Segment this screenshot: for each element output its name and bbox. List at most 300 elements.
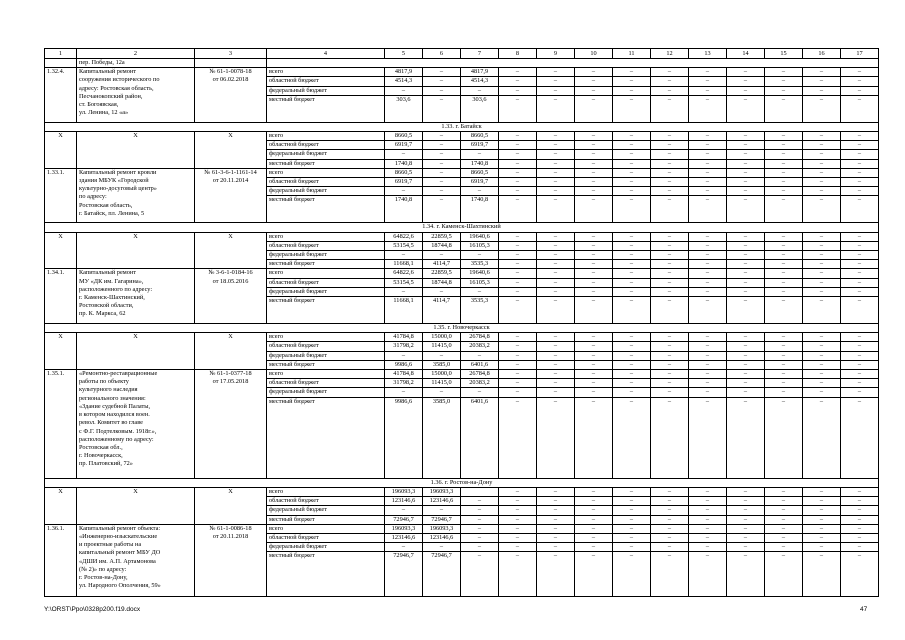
dash-cell: – bbox=[841, 487, 879, 496]
dash-cell: – bbox=[689, 77, 727, 86]
amount-cell: 3585,0 bbox=[423, 360, 461, 369]
dash-cell: – bbox=[765, 388, 803, 397]
amount-cell: 31798,2 bbox=[385, 342, 423, 351]
dash-cell: – bbox=[803, 150, 841, 159]
amount-cell: 15000,0 bbox=[423, 333, 461, 342]
dash-cell: – bbox=[499, 388, 537, 397]
dash-cell: – bbox=[537, 260, 575, 269]
amount-cell: – bbox=[423, 141, 461, 150]
amount-cell: – bbox=[423, 187, 461, 196]
dash-cell: – bbox=[765, 397, 803, 478]
dash-cell: – bbox=[803, 251, 841, 260]
dash-cell: – bbox=[689, 141, 727, 150]
dash-cell: – bbox=[803, 533, 841, 542]
amount-cell: 18744,8 bbox=[423, 278, 461, 287]
dash-cell: – bbox=[651, 232, 689, 241]
header-cell: 10 bbox=[575, 49, 613, 59]
dash-cell: – bbox=[651, 351, 689, 360]
amount-cell: – bbox=[385, 388, 423, 397]
dash-cell: – bbox=[765, 260, 803, 269]
dash-cell: – bbox=[727, 260, 765, 269]
dash-cell: – bbox=[537, 388, 575, 397]
dash-cell: – bbox=[841, 360, 879, 369]
header-cell: 5 bbox=[385, 49, 423, 59]
dash-cell: – bbox=[803, 370, 841, 379]
amount-cell: 4817,9 bbox=[461, 68, 499, 77]
dash-cell: – bbox=[765, 196, 803, 223]
dash-cell: – bbox=[727, 370, 765, 379]
dash-cell: – bbox=[575, 278, 613, 287]
amount-cell: 3585,0 bbox=[423, 397, 461, 478]
dash-cell: – bbox=[689, 168, 727, 177]
dash-cell: – bbox=[841, 533, 879, 542]
funding-source-label: областной бюджет bbox=[267, 77, 385, 86]
dash-cell: – bbox=[499, 269, 537, 278]
dash-cell: – bbox=[841, 287, 879, 296]
row-name-cell: Х bbox=[77, 487, 195, 524]
dash-cell: – bbox=[537, 159, 575, 168]
empty-cell bbox=[267, 59, 879, 68]
amount-cell: – bbox=[385, 251, 423, 260]
amount-cell: – bbox=[461, 497, 499, 506]
dash-cell: – bbox=[841, 95, 879, 122]
dash-cell: – bbox=[803, 360, 841, 369]
funding-source-label: местный бюджет bbox=[267, 515, 385, 524]
dash-cell: – bbox=[537, 506, 575, 515]
header-cell: 17 bbox=[841, 49, 879, 59]
dash-cell: – bbox=[803, 86, 841, 95]
dash-cell: – bbox=[651, 68, 689, 77]
dash-cell: – bbox=[765, 543, 803, 552]
row-id-cell: 1.36.1. bbox=[45, 524, 77, 597]
dash-cell: – bbox=[651, 178, 689, 187]
row-id-cell: Х bbox=[45, 487, 77, 524]
amount-cell: 123146,6 bbox=[385, 533, 423, 542]
section-title-row bbox=[45, 324, 879, 333]
amount-cell: 3535,3 bbox=[461, 260, 499, 269]
dash-cell: – bbox=[575, 168, 613, 177]
amount-cell: 1740,8 bbox=[461, 196, 499, 223]
dash-cell: – bbox=[613, 132, 651, 141]
dash-cell: – bbox=[841, 342, 879, 351]
row-id-cell: 1.32.4. bbox=[45, 68, 77, 123]
amount-cell: – bbox=[423, 68, 461, 77]
dash-cell: – bbox=[613, 297, 651, 324]
dash-cell: – bbox=[613, 552, 651, 597]
dash-cell: – bbox=[499, 487, 537, 496]
dash-cell: – bbox=[575, 552, 613, 597]
row-id-cell: 1.34.1. bbox=[45, 269, 77, 324]
amount-cell: 64822,6 bbox=[385, 232, 423, 241]
dash-cell: – bbox=[575, 388, 613, 397]
dash-cell: – bbox=[537, 86, 575, 95]
amount-cell: 8660,5 bbox=[385, 132, 423, 141]
funding-source-label: местный бюджет bbox=[267, 552, 385, 597]
row-id-cell bbox=[45, 59, 77, 68]
row-doc-cell: Х bbox=[195, 333, 267, 370]
dash-cell: – bbox=[613, 524, 651, 533]
dash-cell: – bbox=[803, 487, 841, 496]
dash-cell: – bbox=[841, 187, 879, 196]
dash-cell: – bbox=[575, 68, 613, 77]
dash-cell: – bbox=[651, 524, 689, 533]
dash-cell: – bbox=[765, 360, 803, 369]
dash-cell: – bbox=[575, 196, 613, 223]
amount-cell: 4114,7 bbox=[423, 297, 461, 324]
dash-cell: – bbox=[841, 379, 879, 388]
dash-cell: – bbox=[537, 178, 575, 187]
dash-cell: – bbox=[765, 178, 803, 187]
dash-cell: – bbox=[537, 351, 575, 360]
amount-cell: 303,6 bbox=[385, 95, 423, 122]
budget-table-sheet bbox=[44, 48, 866, 597]
amount-cell: – bbox=[423, 159, 461, 168]
dash-cell: – bbox=[651, 370, 689, 379]
funding-source-label: местный бюджет bbox=[267, 397, 385, 478]
amount-cell: 6919,7 bbox=[461, 141, 499, 150]
dash-cell: – bbox=[537, 379, 575, 388]
dash-cell: – bbox=[651, 77, 689, 86]
amount-cell: 6401,6 bbox=[461, 360, 499, 369]
funding-source-label: всего bbox=[267, 487, 385, 496]
dash-cell: – bbox=[537, 241, 575, 250]
row-name-cell: пер. Победы, 12а bbox=[77, 59, 195, 68]
funding-source-label: местный бюджет bbox=[267, 360, 385, 369]
row-doc-cell bbox=[195, 59, 267, 68]
dash-cell: – bbox=[613, 360, 651, 369]
amount-cell: 1740,8 bbox=[385, 159, 423, 168]
dash-cell: – bbox=[537, 168, 575, 177]
amount-cell: – bbox=[423, 251, 461, 260]
dash-cell: – bbox=[803, 260, 841, 269]
amount-cell: 15000,0 bbox=[423, 370, 461, 379]
dash-cell: – bbox=[499, 95, 537, 122]
dash-cell: – bbox=[537, 150, 575, 159]
dash-cell: – bbox=[613, 196, 651, 223]
dash-cell: – bbox=[765, 241, 803, 250]
amount-cell: – bbox=[423, 196, 461, 223]
dash-cell: – bbox=[499, 241, 537, 250]
dash-cell: – bbox=[537, 95, 575, 122]
dash-cell: – bbox=[689, 68, 727, 77]
funding-source-label: федеральный бюджет bbox=[267, 388, 385, 397]
dash-cell: – bbox=[537, 515, 575, 524]
dash-cell: – bbox=[499, 397, 537, 478]
row-name-cell: «Ремонтно-реставрационные работы по объекту культурного наследия регионального значения: «Здание судебной Палаты, в котором находился воен. револ. Комитет во главе с Ф.Г. Подтелковым. 1918г.», расположенному по адресу: Ростовская обл., г. Новочеркасск, пр. Платовский, 72» bbox=[77, 370, 195, 479]
dash-cell: – bbox=[727, 77, 765, 86]
dash-cell: – bbox=[651, 196, 689, 223]
dash-cell: – bbox=[727, 342, 765, 351]
funding-source-label: всего bbox=[267, 524, 385, 533]
amount-cell: – bbox=[385, 506, 423, 515]
dash-cell: – bbox=[613, 241, 651, 250]
funding-source-label: федеральный бюджет bbox=[267, 351, 385, 360]
dash-cell: – bbox=[537, 497, 575, 506]
amount-cell: 16105,3 bbox=[461, 278, 499, 287]
dash-cell: – bbox=[841, 232, 879, 241]
amount-cell: – bbox=[423, 132, 461, 141]
dash-cell: – bbox=[499, 77, 537, 86]
header-cell: 12 bbox=[651, 49, 689, 59]
dash-cell: – bbox=[727, 543, 765, 552]
amount-cell: 6919,7 bbox=[385, 178, 423, 187]
dash-cell: – bbox=[727, 552, 765, 597]
dash-cell: – bbox=[765, 232, 803, 241]
dash-cell: – bbox=[727, 515, 765, 524]
amount-cell: 123146,6 bbox=[423, 497, 461, 506]
dash-cell: – bbox=[727, 351, 765, 360]
dash-cell: – bbox=[499, 278, 537, 287]
header-cell: 1 bbox=[45, 49, 77, 59]
dash-cell: – bbox=[841, 524, 879, 533]
dash-cell: – bbox=[613, 506, 651, 515]
dash-cell: – bbox=[499, 168, 537, 177]
funding-source-label: федеральный бюджет bbox=[267, 187, 385, 196]
dash-cell: – bbox=[537, 360, 575, 369]
table-row bbox=[45, 370, 879, 379]
section-title: 1.34. г. Каменск-Шахтинский bbox=[45, 223, 879, 232]
dash-cell: – bbox=[499, 351, 537, 360]
row-doc-cell: № 61-1-0086-18 от 20.11.2018 bbox=[195, 524, 267, 597]
dash-cell: – bbox=[689, 278, 727, 287]
row-name-cell: Х bbox=[77, 132, 195, 169]
dash-cell: – bbox=[841, 178, 879, 187]
dash-cell: – bbox=[651, 506, 689, 515]
amount-cell: – bbox=[385, 351, 423, 360]
dash-cell: – bbox=[727, 297, 765, 324]
dash-cell: – bbox=[841, 77, 879, 86]
dash-cell: – bbox=[651, 379, 689, 388]
dash-cell: – bbox=[765, 95, 803, 122]
amount-cell: – bbox=[385, 287, 423, 296]
table-row bbox=[45, 524, 879, 533]
dash-cell: – bbox=[841, 196, 879, 223]
funding-source-label: областной бюджет bbox=[267, 533, 385, 542]
dash-cell: – bbox=[727, 241, 765, 250]
dash-cell: – bbox=[765, 524, 803, 533]
dash-cell: – bbox=[727, 86, 765, 95]
dash-cell: – bbox=[727, 178, 765, 187]
dash-cell: – bbox=[841, 506, 879, 515]
dash-cell: – bbox=[689, 524, 727, 533]
dash-cell: – bbox=[841, 543, 879, 552]
amount-cell: – bbox=[423, 351, 461, 360]
footer-page-number: 47 bbox=[860, 606, 868, 613]
funding-source-label: всего bbox=[267, 333, 385, 342]
dash-cell: – bbox=[537, 342, 575, 351]
dash-cell: – bbox=[765, 351, 803, 360]
amount-cell: – bbox=[423, 178, 461, 187]
dash-cell: – bbox=[689, 533, 727, 542]
dash-cell: – bbox=[613, 187, 651, 196]
dash-cell: – bbox=[613, 497, 651, 506]
row-name-cell: Капитальный ремонт МУ «ДК им. Гагарина», расположенного по адресу: г. Каменск-Шахтинский, Ростовской области, пр. К. Маркса, 62 bbox=[77, 269, 195, 324]
dash-cell: – bbox=[727, 168, 765, 177]
dash-cell: – bbox=[765, 159, 803, 168]
dash-cell: – bbox=[613, 178, 651, 187]
amount-cell: 196093,3 bbox=[423, 487, 461, 496]
dash-cell: – bbox=[689, 397, 727, 478]
dash-cell: – bbox=[689, 232, 727, 241]
dash-cell: – bbox=[803, 506, 841, 515]
dash-cell: – bbox=[613, 168, 651, 177]
dash-cell: – bbox=[537, 196, 575, 223]
funding-source-label: областной бюджет bbox=[267, 497, 385, 506]
row-id-cell: 1.35.1. bbox=[45, 370, 77, 479]
dash-cell: – bbox=[765, 497, 803, 506]
funding-source-label: областной бюджет bbox=[267, 141, 385, 150]
dash-cell: – bbox=[575, 159, 613, 168]
dash-cell: – bbox=[841, 132, 879, 141]
dash-cell: – bbox=[537, 232, 575, 241]
dash-cell: – bbox=[499, 524, 537, 533]
dash-cell: – bbox=[499, 178, 537, 187]
table-row bbox=[45, 232, 879, 241]
dash-cell: – bbox=[689, 487, 727, 496]
row-doc-cell: Х bbox=[195, 232, 267, 269]
dash-cell: – bbox=[575, 342, 613, 351]
amount-cell: 18744,8 bbox=[423, 241, 461, 250]
amount-cell: – bbox=[423, 287, 461, 296]
dash-cell: – bbox=[765, 287, 803, 296]
amount-cell: – bbox=[423, 168, 461, 177]
dash-cell: – bbox=[651, 86, 689, 95]
dash-cell: – bbox=[537, 397, 575, 478]
amount-cell: 196093,3 bbox=[385, 524, 423, 533]
dash-cell: – bbox=[689, 552, 727, 597]
dash-cell: – bbox=[841, 68, 879, 77]
funding-source-label: всего bbox=[267, 370, 385, 379]
dash-cell: – bbox=[841, 497, 879, 506]
amount-cell: 41784,8 bbox=[385, 370, 423, 379]
dash-cell: – bbox=[651, 168, 689, 177]
row-id-cell: Х bbox=[45, 232, 77, 269]
header-cell: 3 bbox=[195, 49, 267, 59]
dash-cell: – bbox=[499, 287, 537, 296]
dash-cell: – bbox=[537, 287, 575, 296]
dash-cell: – bbox=[575, 297, 613, 324]
dash-cell: – bbox=[613, 95, 651, 122]
dash-cell: – bbox=[537, 278, 575, 287]
dash-cell: – bbox=[803, 497, 841, 506]
dash-cell: – bbox=[651, 95, 689, 122]
dash-cell: – bbox=[765, 379, 803, 388]
dash-cell: – bbox=[575, 506, 613, 515]
row-doc-cell: № 61-1-0078-18 от 06.02.2018 bbox=[195, 68, 267, 123]
dash-cell: – bbox=[613, 397, 651, 478]
dash-cell: – bbox=[765, 141, 803, 150]
dash-cell: – bbox=[575, 524, 613, 533]
dash-cell: – bbox=[651, 397, 689, 478]
dash-cell: – bbox=[765, 506, 803, 515]
section-title: 1.33. г. Батайск bbox=[45, 122, 879, 131]
amount-cell: 72946,7 bbox=[423, 552, 461, 597]
dash-cell: – bbox=[803, 333, 841, 342]
row-doc-cell: № 61-3-6-1-1161-14 от 20.11.2014 bbox=[195, 168, 267, 223]
dash-cell: – bbox=[841, 351, 879, 360]
amount-cell: – bbox=[461, 515, 499, 524]
dash-cell: – bbox=[841, 397, 879, 478]
row-id-cell: 1.33.1. bbox=[45, 168, 77, 223]
amount-cell: 41784,8 bbox=[385, 333, 423, 342]
dash-cell: – bbox=[575, 351, 613, 360]
funding-source-label: федеральный бюджет bbox=[267, 287, 385, 296]
dash-cell: – bbox=[803, 287, 841, 296]
dash-cell: – bbox=[765, 187, 803, 196]
funding-source-label: местный бюджет bbox=[267, 95, 385, 122]
funding-source-label: федеральный бюджет bbox=[267, 543, 385, 552]
dash-cell: – bbox=[575, 187, 613, 196]
amount-cell: 6401,6 bbox=[461, 397, 499, 478]
row-doc-cell: № 3-6-1-0184-16 от 18.05.2016 bbox=[195, 269, 267, 324]
dash-cell: – bbox=[499, 132, 537, 141]
dash-cell: – bbox=[689, 379, 727, 388]
amount-cell: 4514,3 bbox=[461, 77, 499, 86]
dash-cell: – bbox=[613, 159, 651, 168]
dash-cell: – bbox=[575, 497, 613, 506]
dash-cell: – bbox=[537, 132, 575, 141]
amount-cell: 26784,8 bbox=[461, 370, 499, 379]
dash-cell: – bbox=[841, 260, 879, 269]
dash-cell: – bbox=[613, 278, 651, 287]
dash-cell: – bbox=[613, 351, 651, 360]
dash-cell: – bbox=[727, 333, 765, 342]
dash-cell: – bbox=[803, 397, 841, 478]
dash-cell: – bbox=[727, 379, 765, 388]
dash-cell: – bbox=[803, 543, 841, 552]
row-name-cell: Капитальный ремонт кровли здания МБУК «Городской культурно-досуговый центр» по адресу: Ростовская область, г. Батайск, пл. Ленина, 5 bbox=[77, 168, 195, 223]
dash-cell: – bbox=[803, 168, 841, 177]
row-doc-cell: Х bbox=[195, 487, 267, 524]
dash-cell: – bbox=[651, 251, 689, 260]
amount-cell: – bbox=[461, 388, 499, 397]
dash-cell: – bbox=[651, 159, 689, 168]
dash-cell: – bbox=[765, 86, 803, 95]
dash-cell: – bbox=[727, 141, 765, 150]
dash-cell: – bbox=[841, 333, 879, 342]
dash-cell: – bbox=[575, 132, 613, 141]
amount-cell: 11415,0 bbox=[423, 379, 461, 388]
amount-cell: 31798,2 bbox=[385, 379, 423, 388]
header-cell: 7 bbox=[461, 49, 499, 59]
dash-cell: – bbox=[613, 342, 651, 351]
dash-cell: – bbox=[689, 506, 727, 515]
dash-cell: – bbox=[499, 370, 537, 379]
dash-cell: – bbox=[613, 370, 651, 379]
section-title-row bbox=[45, 223, 879, 232]
dash-cell: – bbox=[689, 187, 727, 196]
amount-cell: – bbox=[423, 95, 461, 122]
dash-cell: – bbox=[499, 68, 537, 77]
amount-cell: – bbox=[423, 77, 461, 86]
dash-cell: – bbox=[689, 515, 727, 524]
dash-cell: – bbox=[765, 168, 803, 177]
dash-cell: – bbox=[689, 370, 727, 379]
dash-cell: – bbox=[765, 552, 803, 597]
dash-cell: – bbox=[575, 397, 613, 478]
amount-cell: – bbox=[385, 543, 423, 552]
amount-cell: 20383,2 bbox=[461, 379, 499, 388]
dash-cell: – bbox=[841, 269, 879, 278]
amount-cell: 11668,1 bbox=[385, 260, 423, 269]
table-row bbox=[45, 59, 879, 68]
section-title-row bbox=[45, 122, 879, 131]
table-row bbox=[45, 132, 879, 141]
dash-cell: – bbox=[689, 150, 727, 159]
amount-cell: – bbox=[461, 543, 499, 552]
dash-cell: – bbox=[499, 506, 537, 515]
dash-cell: – bbox=[727, 497, 765, 506]
